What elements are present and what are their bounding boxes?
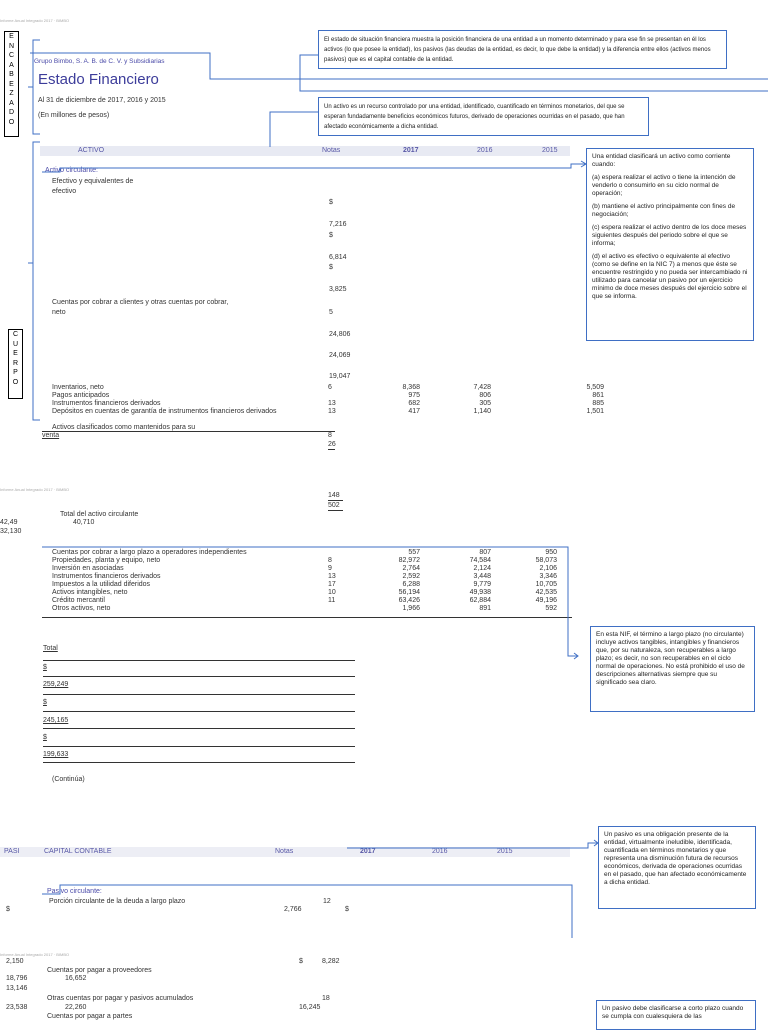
header-2015: 2015	[497, 848, 513, 855]
vertical-letter: C	[12, 331, 19, 338]
vertical-letter: N	[8, 42, 15, 50]
row-label: Inventarios, neto	[52, 384, 104, 391]
row-label: Instrumentos financieros derivados	[52, 400, 161, 407]
divider	[43, 746, 355, 747]
mantenidos-value: 26	[328, 441, 336, 448]
row-value-2016: 7,428	[473, 384, 491, 391]
cuerpo-bracket	[33, 142, 40, 420]
row-value-2016: 807	[479, 549, 491, 556]
row-nota: 6	[328, 384, 332, 391]
divider	[43, 728, 355, 729]
table-header-activo	[40, 146, 570, 156]
header-2017: 2017	[360, 848, 376, 855]
header-2016: 2016	[477, 147, 493, 154]
vertical-letter: E	[13, 350, 18, 357]
row-nota: 11	[328, 597, 336, 604]
arrow-head	[574, 653, 578, 659]
col-value: $	[329, 199, 333, 206]
proveedores-value: 16,652	[65, 975, 87, 982]
note-corriente-b: (b) mantiene el activo principalmente con fines de negociación;	[592, 203, 736, 218]
value-8282: 8,282	[322, 958, 340, 965]
row-value-2015: 42,535	[535, 589, 557, 596]
note-corriente-d: (d) el activo es efectivo o equivalente al efectivo (como se define en la NIC 7) a menos que éste se encuentre restringido y no pueda ser intercambiado ni utilizado para cancelar un pasivo por un ejercicio mínimo de doce meses después del ejercicio sobre el que se informa.	[592, 253, 748, 300]
col-value: $	[329, 264, 333, 271]
note-corriente-c: (c) espera realizar el activo dentro de los doce meses siguientes después del periodo sobre el que se informa;	[592, 224, 747, 247]
top-value: 502	[328, 502, 340, 509]
row-value-2017: 682	[408, 400, 420, 407]
row-nota: 17	[328, 581, 336, 588]
col-value: 6,814	[329, 254, 347, 261]
total-circulante-label: Total del activo circulante	[60, 511, 139, 518]
row-nota: 13	[328, 573, 336, 580]
row-value-2015: 10,705	[535, 581, 557, 588]
cuerpo-label	[8, 329, 23, 399]
company-name: Grupo Bimbo, S. A. B. de C. V. y Subsidiarias	[34, 58, 165, 65]
vertical-letter: C	[8, 52, 15, 59]
divider	[328, 449, 335, 450]
total-line: $	[43, 699, 47, 706]
row-value-2017: 2,592	[402, 573, 420, 580]
continua-label: (Continúa)	[52, 776, 85, 783]
left-cut-value: 32,130	[0, 528, 22, 535]
left-dollar: $	[6, 906, 10, 913]
col-value: 3,825	[329, 286, 347, 293]
page-title: Estado Financiero	[38, 71, 159, 88]
row-label: Depósitos en cuentas de garantía de instrumentos financieros derivados	[52, 408, 277, 415]
total-line: 199,633	[43, 751, 69, 758]
page-header-2: Informe Anual Integrado 2017 · BIMBO	[0, 487, 70, 492]
header-2017: 2017	[403, 147, 419, 154]
mantenidos-label-1: Activos clasificados como mantenidos para su	[52, 424, 196, 431]
row-label: Crédito mercantil	[52, 597, 105, 604]
otras-nota: 18	[322, 995, 330, 1002]
vertical-letter: U	[12, 340, 19, 348]
header-2015: 2015	[542, 147, 558, 154]
divider	[328, 510, 343, 511]
row-value-2016: 9,779	[473, 581, 491, 588]
note-activo: Un activo es un recurso controlado por una entidad, identificado, cuantificado en términos monetarios, del que se esperan fundadamente beneficios económicos futuros, derivado de operaciones ocurridas en el pasado, que han afectado económicamente a dicha entidad.	[318, 97, 649, 136]
row-value-2016: 1,140	[473, 408, 491, 415]
row-label: Impuestos a la utilidad diferidos	[52, 581, 151, 588]
row-value-2016: 2,124	[473, 565, 491, 572]
note-nif: En esta NIF, el término a largo plazo (no circulante) incluye activos tangibles, intangibles y financieros que, por su naturaleza, son recuperables a largo plazo; es decir, no son recuperables en el ciclo normal de operaciones. No está prohibido el uso de descripciones alternativas siempre que su significado sea claro.	[590, 626, 755, 712]
total-label: Total	[43, 645, 58, 652]
page-header-1: Informe Anual Integrado 2017 · BIMBO	[0, 18, 70, 23]
row-label: Propiedades, planta y equipo, neto	[52, 557, 161, 564]
row-label: Otros activos, neto	[52, 605, 111, 612]
divider	[43, 660, 355, 661]
row-value-2016: 305	[479, 400, 491, 407]
header-pasivo: PASI	[4, 848, 20, 855]
vertical-letter: D	[8, 109, 15, 116]
porcion-label: Porción circulante de la deuda a largo plazo	[49, 898, 186, 905]
page-header-3: Informe Anual Integrado 2017 · BIMBO	[0, 952, 70, 957]
dollar-sign: $	[299, 958, 303, 965]
row-value-2017: 1,966	[402, 605, 420, 612]
row-value-2015: 950	[545, 549, 557, 556]
left-value: 18,796	[6, 975, 28, 982]
porcion-nota: 12	[323, 898, 331, 905]
vertical-letter: A	[9, 61, 14, 69]
divider	[43, 694, 355, 695]
otras-value-2: 16,245	[299, 1004, 321, 1011]
vertical-letter: P	[13, 369, 18, 376]
note-corriente-a: (a) espera realizar el activo o tiene la intención de venderlo o consumirlo en su ciclo normal de operación;	[592, 174, 736, 197]
otras-value-1: 22,260	[65, 1004, 87, 1011]
col-value: $	[329, 232, 333, 239]
left-value: 13,146	[6, 985, 28, 992]
note-pasivo-corto: Un pasivo debe clasificarse a corto plazo cuando se cumpla con cualesquiera de las	[596, 1000, 756, 1030]
row-value-2016: 74,584	[469, 557, 491, 564]
cxc-label-1: Cuentas por cobrar a clientes y otras cuentas por cobrar,	[52, 299, 229, 306]
row-nota: 13	[328, 408, 336, 415]
efectivo-label-1: Efectivo y equivalentes de	[52, 178, 134, 185]
row-value-2017: 63,426	[398, 597, 420, 604]
left-value: 23,538	[6, 1004, 28, 1011]
otras-label: Otras cuentas por pagar y pasivos acumulados	[47, 995, 194, 1002]
header-2016: 2016	[432, 848, 448, 855]
row-value-2016: 3,448	[473, 573, 491, 580]
porcion-dollar: $	[345, 906, 349, 913]
divider	[42, 617, 572, 618]
col-value: 24,806	[329, 331, 351, 338]
vertical-letter: Z	[9, 90, 14, 97]
row-value-2016: 806	[479, 392, 491, 399]
row-value-2015: 861	[592, 392, 604, 399]
mantenidos-nota: 8	[328, 432, 332, 439]
activo-circulante-label: Activo circulante:	[45, 167, 98, 174]
encabezado-label	[4, 31, 19, 137]
row-value-2016: 891	[479, 605, 491, 612]
total-line: 245,165	[43, 717, 69, 724]
row-value-2016: 49,938	[469, 589, 491, 596]
pasivo-connector	[42, 885, 572, 938]
efectivo-label-2: efectivo	[52, 188, 77, 195]
row-nota: 9	[328, 565, 332, 572]
header-notas: Notas	[322, 147, 341, 154]
row-value-2015: 592	[545, 605, 557, 612]
note-corriente-intro: Una entidad clasificará un activo como corriente cuando:	[592, 153, 731, 168]
vertical-letter: A	[9, 99, 14, 107]
activo-connector	[270, 112, 318, 147]
row-value-2015: 3,346	[539, 573, 557, 580]
row-nota: 13	[328, 400, 336, 407]
note-corriente	[586, 148, 754, 341]
divider	[43, 676, 355, 677]
row-value-2015: 58,073	[535, 557, 557, 564]
row-label: Pagos anticipados	[52, 392, 110, 399]
col-value: 24,069	[329, 352, 351, 359]
total-line: $	[43, 664, 47, 671]
row-label: Cuentas por cobrar a largo plazo a operadores independientes	[52, 549, 247, 556]
total-line: $	[43, 734, 47, 741]
vertical-letter: E	[9, 33, 14, 40]
divider	[42, 431, 335, 432]
vertical-letter: R	[12, 359, 19, 367]
proveedores-label: Cuentas por pagar a proveedores	[47, 967, 152, 974]
partes-label: Cuentas por pagar a partes	[47, 1013, 133, 1020]
header-notas: Notas	[275, 848, 294, 855]
col-value: 5	[329, 309, 333, 316]
row-value-2017: 6,288	[402, 581, 420, 588]
row-value-2017: 557	[408, 549, 420, 556]
row-value-2015: 2,106	[539, 565, 557, 572]
header-capital: CAPITAL CONTABLE	[44, 848, 112, 855]
date-line: Al 31 de diciembre de 2017, 2016 y 2015	[38, 97, 166, 104]
col-value: 19,047	[329, 373, 351, 380]
row-label: Inversión en asociadas	[52, 565, 124, 572]
left-value: 2,150	[6, 958, 24, 965]
row-value-2017: 56,194	[398, 589, 420, 596]
left-cut-value: 42,49	[0, 519, 18, 526]
total-line: 259,249	[43, 681, 69, 688]
mantenidos-label-2: venta	[42, 432, 60, 439]
row-value-2017: 975	[408, 392, 420, 399]
top-value: 148	[328, 492, 340, 499]
vertical-letter: B	[9, 71, 14, 78]
row-value-2015: 49,196	[535, 597, 557, 604]
row-value-2017: 8,368	[402, 384, 420, 391]
units-line: (En millones de pesos)	[38, 112, 110, 119]
note-pasivo: Un pasivo es una obligación presente de la entidad, virtualmente ineludible, identificada, cuantificada en términos monetarios y que representa una disminución futura de recursos económicos, derivada de operaciones ocurridas en el pasado, que han afectado económicamente a dicha entidad.	[598, 826, 756, 909]
row-value-2017: 82,972	[398, 557, 420, 564]
divider	[43, 762, 355, 763]
row-value-2017: 2,764	[402, 565, 420, 572]
row-value-2017: 417	[408, 408, 420, 415]
total-circulante-value: 40,710	[73, 519, 95, 526]
col-value: 7,216	[329, 221, 347, 228]
divider	[43, 711, 355, 712]
row-value-2015: 885	[592, 400, 604, 407]
vertical-letter: E	[9, 80, 14, 88]
row-value-2015: 5,509	[586, 384, 604, 391]
divider	[328, 500, 343, 501]
row-nota: 8	[328, 557, 332, 564]
vertical-letter: O	[12, 378, 19, 386]
header-activo: ACTIVO	[78, 147, 105, 154]
row-value-2015: 1,501	[586, 408, 604, 415]
row-label: Activos intangibles, neto	[52, 589, 128, 596]
vertical-letter: O	[8, 118, 15, 126]
row-nota: 10	[328, 589, 336, 596]
row-value-2016: 62,884	[469, 597, 491, 604]
row-label: Instrumentos financieros derivados	[52, 573, 161, 580]
pasivo-circulante-label: Pasivo circulante:	[47, 888, 102, 895]
cxc-label-2: neto	[52, 309, 66, 316]
table-header-pasivo	[0, 847, 570, 857]
circulante-connector	[42, 164, 586, 172]
note-estado: El estado de situación financiera muestra la posición financiera de una entidad a un momento determinado y para ese fin se presentan en él los activos (lo que posee la entidad), los pasivos (las deudas de la entidad, es decir, lo que debe la entidad) y la diferencia entre ellos (activos menos pasivos) que es el capital contable de la entidad.	[318, 30, 727, 69]
porcion-value: 2,766	[284, 906, 302, 913]
